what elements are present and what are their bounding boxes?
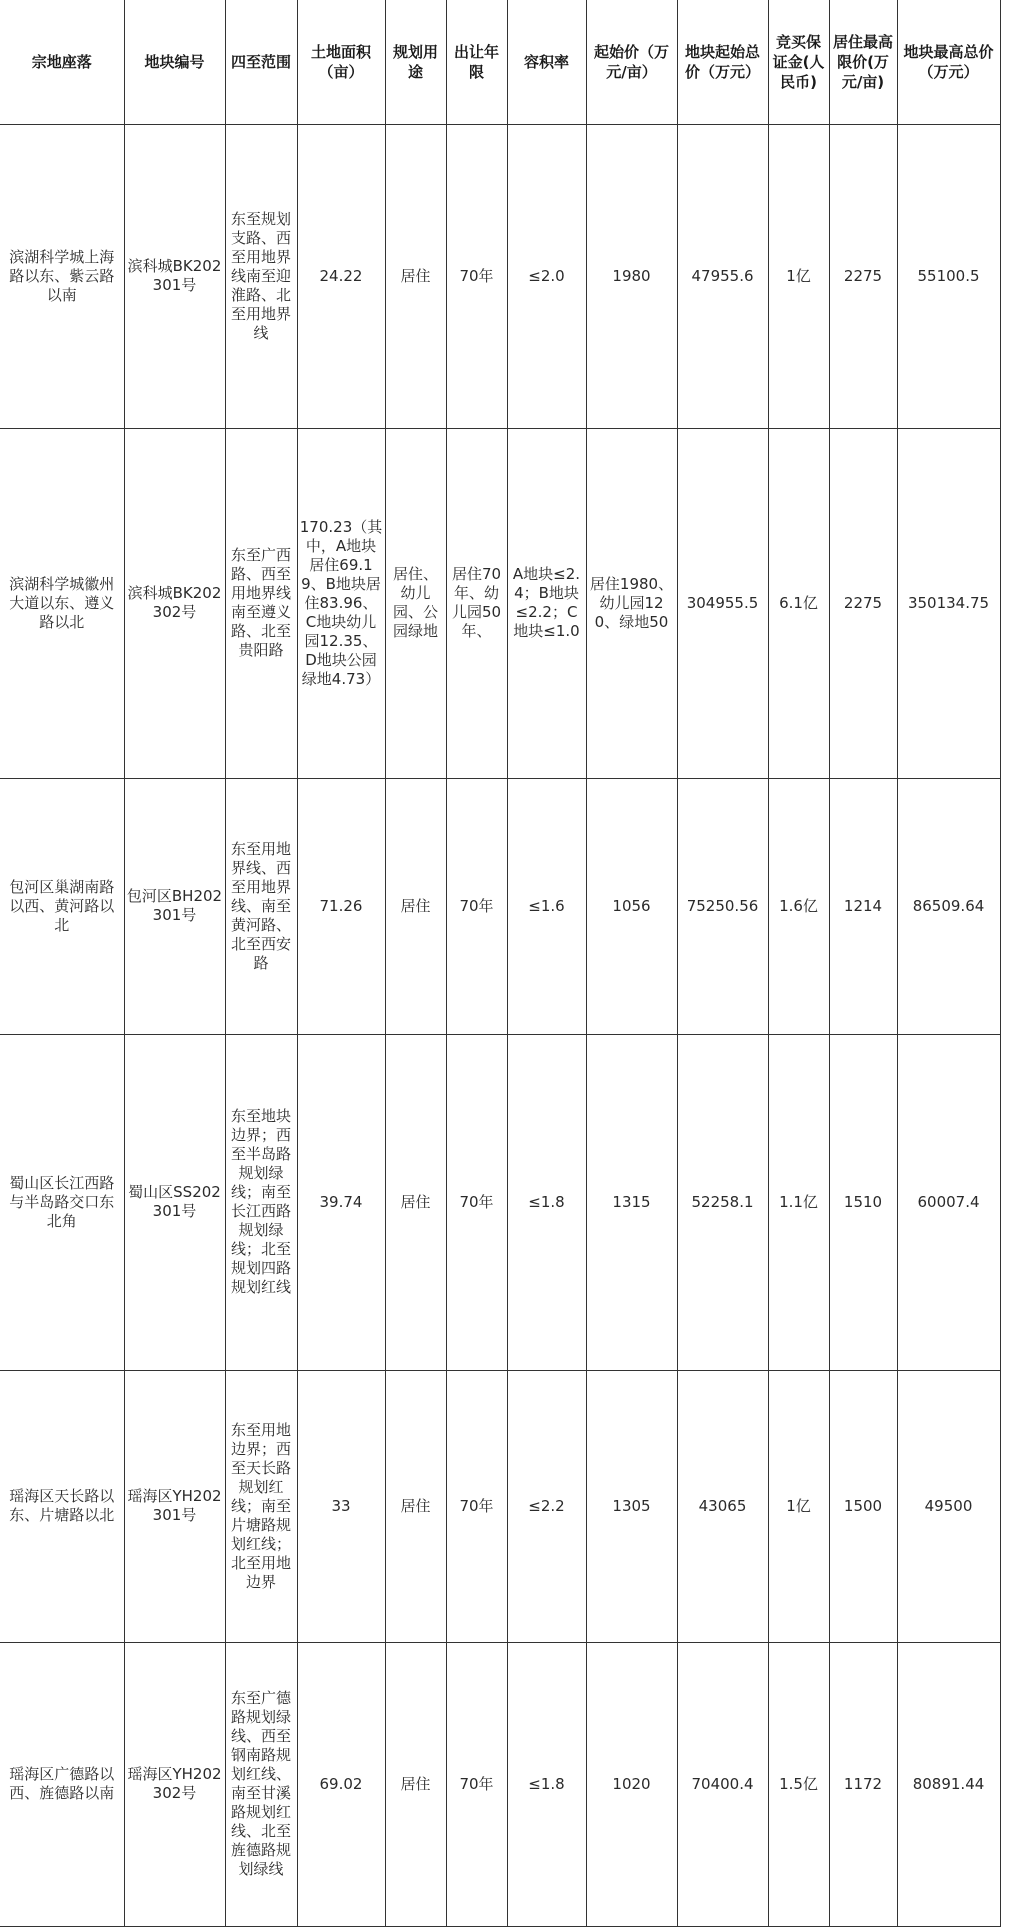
- table-row: [0, 778, 1000, 1034]
- cell-area: 24.22: [297, 124, 385, 428]
- cell-boundaries: 东至用地边界；西至天长路规划红线；南至片塘路规划红线；北至用地边界: [225, 1370, 297, 1642]
- header-area: 土地面积（亩）: [297, 0, 385, 124]
- cell-parcel-id: 滨科城BK202302号: [124, 428, 225, 778]
- cell-far: ≤1.8: [507, 1034, 586, 1370]
- cell-boundaries: 东至广西路、西至用地界线南至遵义路、北至贵阳路: [225, 428, 297, 778]
- header-far: 容积率: [507, 0, 586, 124]
- cell-use: 居住: [385, 124, 446, 428]
- cell-area: 71.26: [297, 778, 385, 1034]
- cell-start-total: 75250.56: [677, 778, 768, 1034]
- cell-deposit: 1.5亿: [768, 1642, 829, 1926]
- cell-location: 滨湖科学城徽州大道以东、遵义路以北: [0, 428, 124, 778]
- cell-use: 居住: [385, 1642, 446, 1926]
- header-start-total: 地块起始总价（万元）: [677, 0, 768, 124]
- cell-max-total: 49500: [897, 1370, 1000, 1642]
- table-header-row: [0, 0, 1000, 124]
- cell-term: 70年: [446, 1370, 507, 1642]
- cell-deposit: 6.1亿: [768, 428, 829, 778]
- cell-max-price: 1500: [829, 1370, 897, 1642]
- cell-term: 70年: [446, 1034, 507, 1370]
- cell-start-price: 1305: [586, 1370, 677, 1642]
- cell-location: 瑶海区天长路以东、片塘路以北: [0, 1370, 124, 1642]
- cell-term: 70年: [446, 778, 507, 1034]
- cell-far: ≤1.8: [507, 1642, 586, 1926]
- header-boundaries: 四至范围: [225, 0, 297, 124]
- cell-far: A地块≤2.4；B地块≤2.2；C地块≤1.0: [507, 428, 586, 778]
- cell-deposit: 1.6亿: [768, 778, 829, 1034]
- cell-start-price: 1315: [586, 1034, 677, 1370]
- cell-area: 69.02: [297, 1642, 385, 1926]
- cell-max-price: 2275: [829, 124, 897, 428]
- cell-location: 包河区巢湖南路以西、黄河路以北: [0, 778, 124, 1034]
- cell-use: 居住: [385, 1034, 446, 1370]
- cell-use: 居住: [385, 1370, 446, 1642]
- cell-area: 39.74: [297, 1034, 385, 1370]
- cell-parcel-id: 瑶海区YH202301号: [124, 1370, 225, 1642]
- cell-deposit: 1亿: [768, 124, 829, 428]
- cell-use: 居住: [385, 778, 446, 1034]
- table-row: [0, 124, 1000, 428]
- cell-boundaries: 东至用地界线、西至用地界线、南至黄河路、北至西安路: [225, 778, 297, 1034]
- cell-max-total: 86509.64: [897, 778, 1000, 1034]
- cell-start-total: 70400.4: [677, 1642, 768, 1926]
- cell-max-total: 350134.75: [897, 428, 1000, 778]
- cell-location: 蜀山区长江西路与半岛路交口东北角: [0, 1034, 124, 1370]
- header-location: 宗地座落: [0, 0, 124, 124]
- cell-max-total: 55100.5: [897, 124, 1000, 428]
- cell-parcel-id: 滨科城BK202301号: [124, 124, 225, 428]
- cell-term: 70年: [446, 1642, 507, 1926]
- cell-start-total: 304955.5: [677, 428, 768, 778]
- cell-start-price: 1020: [586, 1642, 677, 1926]
- header-max-price: 居住最高限价(万元/亩): [829, 0, 897, 124]
- header-deposit: 竞买保证金(人民币): [768, 0, 829, 124]
- cell-max-price: 2275: [829, 428, 897, 778]
- cell-far: ≤2.0: [507, 124, 586, 428]
- cell-start-price: 1980: [586, 124, 677, 428]
- cell-max-price: 1214: [829, 778, 897, 1034]
- header-max-total: 地块最高总价（万元）: [897, 0, 1000, 124]
- header-parcel-id: 地块编号: [124, 0, 225, 124]
- cell-start-price: 1056: [586, 778, 677, 1034]
- cell-area: 33: [297, 1370, 385, 1642]
- cell-area: 170.23（其中，A地块居住69.19、B地块居住83.96、C地块幼儿园12.35、D地块公园绿地4.73）: [297, 428, 385, 778]
- cell-start-total: 52258.1: [677, 1034, 768, 1370]
- cell-location: 瑶海区广德路以西、旌德路以南: [0, 1642, 124, 1926]
- cell-max-total: 60007.4: [897, 1034, 1000, 1370]
- cell-deposit: 1亿: [768, 1370, 829, 1642]
- table-row: [0, 1034, 1000, 1370]
- table-row: [0, 428, 1000, 778]
- cell-boundaries: 东至规划支路、西至用地界线南至迎淮路、北至用地界线: [225, 124, 297, 428]
- cell-term: 居住70年、幼儿园50年、: [446, 428, 507, 778]
- cell-deposit: 1.1亿: [768, 1034, 829, 1370]
- cell-parcel-id: 瑶海区YH202302号: [124, 1642, 225, 1926]
- cell-max-price: 1510: [829, 1034, 897, 1370]
- cell-far: ≤1.6: [507, 778, 586, 1034]
- cell-boundaries: 东至广德路规划绿线、西至钢南路规划红线、南至甘溪路规划红线、北至旌德路规划绿线: [225, 1642, 297, 1926]
- cell-parcel-id: 蜀山区SS202301号: [124, 1034, 225, 1370]
- cell-boundaries: 东至地块边界；西至半岛路规划绿线；南至长江西路规划绿线；北至规划四路规划红线: [225, 1034, 297, 1370]
- cell-start-total: 47955.6: [677, 124, 768, 428]
- header-term: 出让年限: [446, 0, 507, 124]
- cell-start-total: 43065: [677, 1370, 768, 1642]
- cell-far: ≤2.2: [507, 1370, 586, 1642]
- header-use: 规划用途: [385, 0, 446, 124]
- table-row: [0, 1370, 1000, 1642]
- cell-max-total: 80891.44: [897, 1642, 1000, 1926]
- cell-start-price: 居住1980、幼儿园120、绿地50: [586, 428, 677, 778]
- cell-use: 居住、幼儿园、公园绿地: [385, 428, 446, 778]
- header-start-price: 起始价（万元/亩）: [586, 0, 677, 124]
- cell-location: 滨湖科学城上海路以东、紫云路以南: [0, 124, 124, 428]
- cell-max-price: 1172: [829, 1642, 897, 1926]
- cell-term: 70年: [446, 124, 507, 428]
- table-row: [0, 1642, 1000, 1926]
- cell-parcel-id: 包河区BH202301号: [124, 778, 225, 1034]
